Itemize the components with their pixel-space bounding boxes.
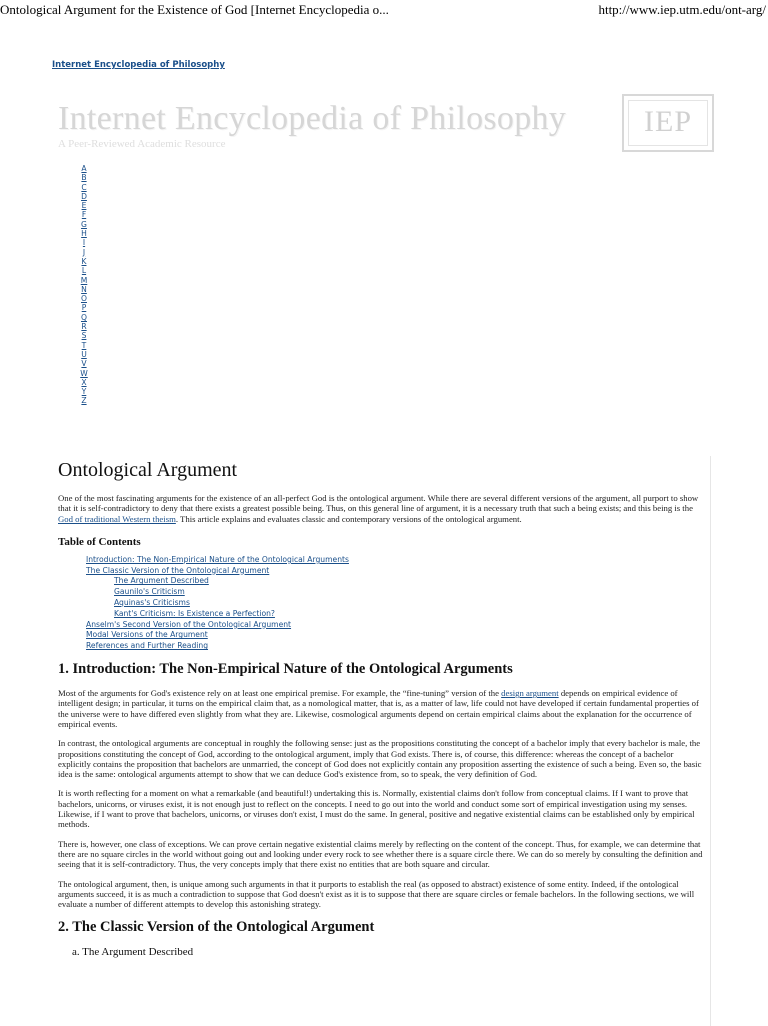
az-link-g[interactable]: G xyxy=(81,219,87,229)
section-1-paragraph-1: Most of the arguments for God's existence rely on at least one empirical premise. For example, the “fine-tuning” version of the design argument depends on empirical evidence of intelligent design; in particular, it turns on the empirical claim that, as a nomological matter, that is, as a matter of law, life could not have developed if certain fundamental properties of the universe were to have differed even slightly from what they are. Likewise, cosmological arguments depend on certain empirical claims about the explanation for the occurrence of empirical events. xyxy=(58,688,699,729)
az-link-y[interactable]: Y xyxy=(81,387,87,397)
az-link-f[interactable]: F xyxy=(81,210,87,220)
print-page-url: http://www.iep.utm.edu/ont-arg/ xyxy=(598,2,766,17)
article-intro: One of the most fascinating arguments for the existence of an all-perfect God is the ontological argument. While there are several different versions of the argument, all purport to show that it is self-contradictory to deny that there exists a greatest possible being. Thus, on this general line of argument, it is a necessary truth that such a being exists; and this being is the God of traditional Western theism. This article explains and evaluates classic and contemporary versions of the ontological argument. xyxy=(58,493,699,524)
toc-link[interactable]: The Classic Version of the Ontological Argument xyxy=(86,565,270,575)
az-link-j[interactable]: J xyxy=(82,247,86,257)
section-1-paragraph-2: In contrast, the ontological arguments are conceptual in roughly the following sense: just as the propositions constituting the concept of a bachelor imply that every bachelor is male, the propositions constituting the concept of God, according to the ontological argument, imply that God exists. There is, of course, this difference: whereas the concept of a bachelor explicitly contains the proposition that bachelors are unmarried, the concept of God does not explicitly contain any proposition asserting the existence of such a being. Even so, the basic idea is the same: ontological arguments attempt to show that we can deduce God's existence from, so to speak, the very definition of God. xyxy=(58,738,702,780)
article-title: Ontological Argument xyxy=(58,459,238,481)
iep-logo: IEP xyxy=(622,94,714,152)
az-link-i[interactable]: I xyxy=(82,238,86,248)
az-link-u[interactable]: U xyxy=(81,349,87,359)
az-link-a[interactable]: A xyxy=(81,164,87,173)
section-2a-heading: a. The Argument Described xyxy=(72,946,194,959)
design-argument-link[interactable]: design argument xyxy=(501,688,559,699)
toc-link[interactable]: Kant's Criticism: Is Existence a Perfection? xyxy=(114,608,275,618)
section-1-heading: 1. Introduction: The Non-Empirical Nature of the Ontological Arguments xyxy=(58,661,513,678)
az-link-v[interactable]: V xyxy=(81,359,87,369)
toc-link[interactable]: References and Further Reading xyxy=(86,641,209,651)
toc-link[interactable]: Gaunilo's Criticism xyxy=(114,587,185,597)
banner-title: Internet Encyclopedia of Philosophy xyxy=(58,100,567,137)
section-1-paragraph-3: It is worth reflecting for a moment on what a remarkable (and beautiful!) undertaking this is. Normally, existential claims don't follow from conceptual claims. If I want to prove that bachelors, unicorns, or viruses exist, it is not enough just to reflect on the concepts. I need to go out into the world and conduct some sort of empirical investigation using my senses. Likewise, if I want to prove that bachelors, unicorns, or viruses don't exist, I must do the same. In general, positive and negative existential claims can be established only by empirical methods. xyxy=(58,788,695,830)
print-header xyxy=(0,0,768,18)
banner-subtitle: A Peer-Reviewed Academic Resource xyxy=(58,138,226,150)
az-link-x[interactable]: X xyxy=(81,377,87,387)
az-link-h[interactable]: H xyxy=(81,229,87,239)
god-western-theism-link[interactable]: God of traditional Western theism xyxy=(58,513,176,524)
az-link-o[interactable]: O xyxy=(81,294,87,304)
az-link-c[interactable]: C xyxy=(81,182,87,192)
section-2-heading: 2. The Classic Version of the Ontological Argument xyxy=(58,919,375,936)
toc-link[interactable]: Introduction: The Non-Empirical Nature of the Ontological Arguments xyxy=(86,554,349,564)
az-link-z[interactable]: Z xyxy=(81,396,87,406)
az-link-w[interactable]: W xyxy=(80,368,88,378)
az-link-t[interactable]: T xyxy=(81,340,87,350)
article xyxy=(58,456,708,959)
az-link-e[interactable]: E xyxy=(81,201,87,211)
site-home-link[interactable]: Internet Encyclopedia of Philosophy xyxy=(52,60,225,70)
toc-link[interactable]: Aquinas's Criticisms xyxy=(114,598,190,608)
az-link-l[interactable]: L xyxy=(81,266,87,276)
toc-link[interactable]: Modal Versions of the Argument xyxy=(86,630,208,640)
alphabet-index xyxy=(78,164,90,406)
az-link-r[interactable]: R xyxy=(81,322,87,332)
az-link-n[interactable]: N xyxy=(81,284,87,294)
az-link-q[interactable]: Q xyxy=(81,312,87,322)
print-page-title: Ontological Argument for the Existence of God [Internet Encyclopedia o... xyxy=(0,2,389,17)
site-banner[interactable] xyxy=(52,84,716,156)
az-link-d[interactable]: D xyxy=(81,191,87,201)
az-link-s[interactable]: S xyxy=(81,331,87,341)
toc-link[interactable]: Anselm's Second Version of the Ontological Argument xyxy=(86,619,292,629)
az-link-b[interactable]: B xyxy=(81,173,87,183)
az-link-p[interactable]: P xyxy=(81,303,87,313)
az-link-k[interactable]: K xyxy=(81,256,87,266)
toc-title: Table of Contents xyxy=(58,535,141,548)
toc-link[interactable]: The Argument Described xyxy=(114,576,209,586)
section-1-paragraph-4: There is, however, one class of exceptions. We can prove certain negative existential claims merely by reflecting on the content of the concept. Thus, for example, we can determine that there are no square circles in the world without going out and looking under every rock to see whether there is a square circle there. We can do so merely by consulting the definition and seeing that it is self-contradictory. Thus, the very concepts imply that there exist no entities that are both square and circular. xyxy=(58,838,703,870)
table-of-contents xyxy=(58,555,708,652)
section-1-paragraph-5: The ontological argument, then, is unique among such arguments in that it purports to establish the real (as opposed to abstract) existence of some entity. Indeed, if the ontological arguments succeed, it is as much a contradiction to suppose that God doesn't exist as it is to suppose that there are square circles or female bachelors. In the following sections, we will evaluate a number of different attempts to develop this astonishing strategy. xyxy=(58,878,695,910)
az-link-m[interactable]: M xyxy=(80,275,88,285)
